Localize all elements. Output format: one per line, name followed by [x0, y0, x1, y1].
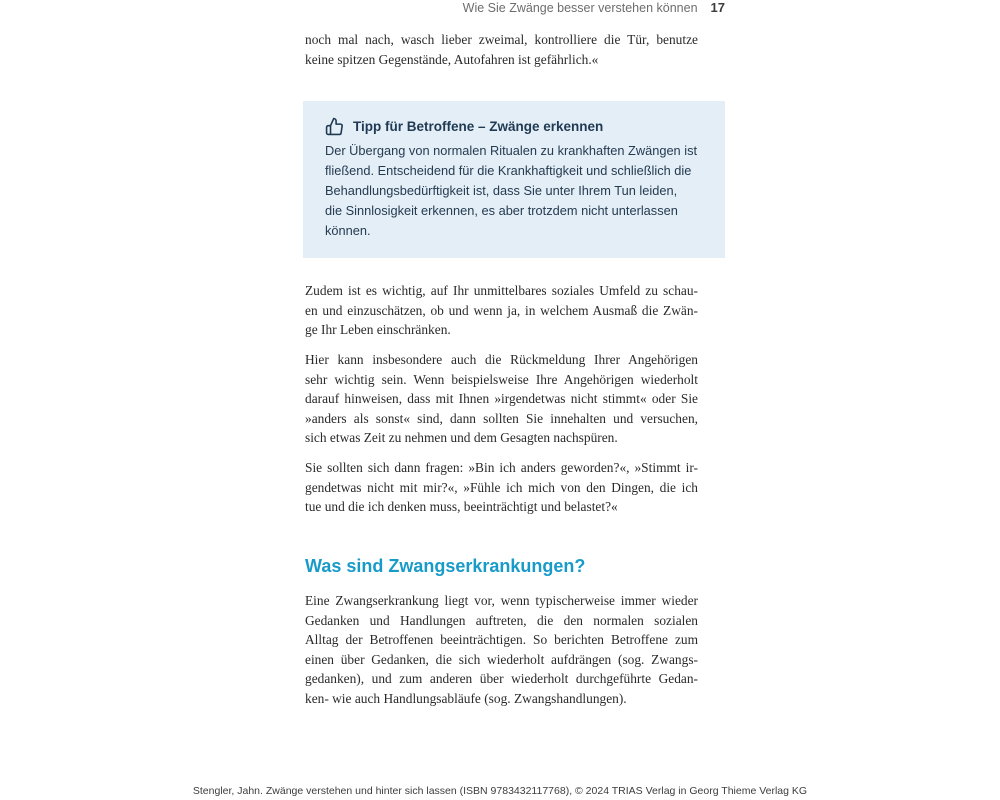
text-line: gedanken), und zum anderen über wiederholt durchgeführte Gedan- [305, 671, 698, 686]
text-line: Gedanken und Handlungen auftreten, die den normalen sozialen [305, 612, 698, 628]
text-line: »anders als sonst« sind, dann sollten Sie innehalten und versuchen, [305, 410, 698, 426]
text-line: tue und die ich denken muss, beeinträchtigt und belastet?« [305, 499, 618, 514]
paragraph-definition [305, 591, 698, 708]
text-line: Hier kann insbesondere auch die Rückmeldung Ihrer Angehörigen [305, 352, 698, 367]
text-line: können. [325, 223, 371, 238]
text-line: Zudem ist es wichtig, auf Ihr unmittelbares soziales Umfeld zu schau- [305, 283, 698, 298]
paragraph-intro [305, 30, 698, 69]
tip-box [303, 101, 725, 258]
text-line: ken- wie auch Handlungsabläufe (sog. Zwangshandlungen). [305, 690, 627, 706]
text-line: Alltag der Betroffenen beeinträchtigen. So berichten Betroffene zum [305, 632, 698, 647]
text-line: einen über Gedanken, die sich wiederholt aufdrängen (sog. Zwangs- [305, 651, 698, 667]
text-line: fließend. Entscheidend für die Krankhaftigkeit und schließlich die [325, 163, 692, 178]
text-line: en und einzuschätzen, ob und wenn ja, in welchem Ausmaß die Zwän- [305, 302, 698, 318]
paragraph-umfeld [305, 281, 698, 340]
text-line: sich etwas Zeit zu nehmen und dem Gesagten nachspüren. [305, 430, 618, 445]
text-line: noch mal nach, wasch lieber zweimal, kontrolliere die Tür, benutze [305, 32, 698, 47]
text-line: Sie sollten sich dann fragen: »Bin ich anders geworden?«, »Stimmt ir- [305, 460, 698, 475]
thumbs-up-icon [325, 117, 344, 136]
page-number: 17 [710, 0, 725, 15]
text-line: ge Ihr Leben einschränken. [305, 322, 451, 337]
paragraph-rueckmeldung [305, 350, 698, 448]
running-title: Wie Sie Zwänge besser verstehen können [462, 1, 698, 15]
section-heading: Was sind Zwangserkrankungen? [305, 556, 586, 576]
text-line: die Sinnlosigkeit erkennen, es aber trotzdem nicht unterlassen [325, 203, 678, 218]
paragraph-fragen [305, 458, 698, 517]
text-line: darauf hinweisen, dass mit Ihnen »irgendetwas nicht stimmt« oder Sie [305, 391, 698, 406]
footer-credit: Stengler, Jahn. Zwänge verstehen und hinter sich lassen (ISBN 9783432117768), © 2024 TRIAS Verlag in Georg Thieme Verlag KG [192, 785, 808, 797]
text-line: Behandlungsbedürftigkeit ist, dass Sie unter Ihrem Tun leiden, [325, 183, 678, 198]
text-line: keine spitzen Gegenstände, Autofahren ist gefährlich.« [305, 51, 599, 67]
text-line: sehr wichtig sein. Wenn beispielsweise Ihre Angehörigen wiederholt [305, 371, 698, 387]
text-line: gendetwas nicht mit mir?«, »Fühle ich mich von den Dingen, die ich [305, 479, 698, 495]
page-header [305, 0, 725, 15]
tip-box-header [325, 117, 705, 136]
tip-box-title: Tipp für Betroffene – Zwänge erkennen [353, 119, 604, 134]
text-line: Eine Zwangserkrankung liegt vor, wenn typischerweise immer wieder [305, 593, 698, 608]
text-line: Der Übergang von normalen Ritualen zu krankhaften Zwängen ist [325, 143, 698, 158]
tip-box-body [325, 141, 705, 241]
